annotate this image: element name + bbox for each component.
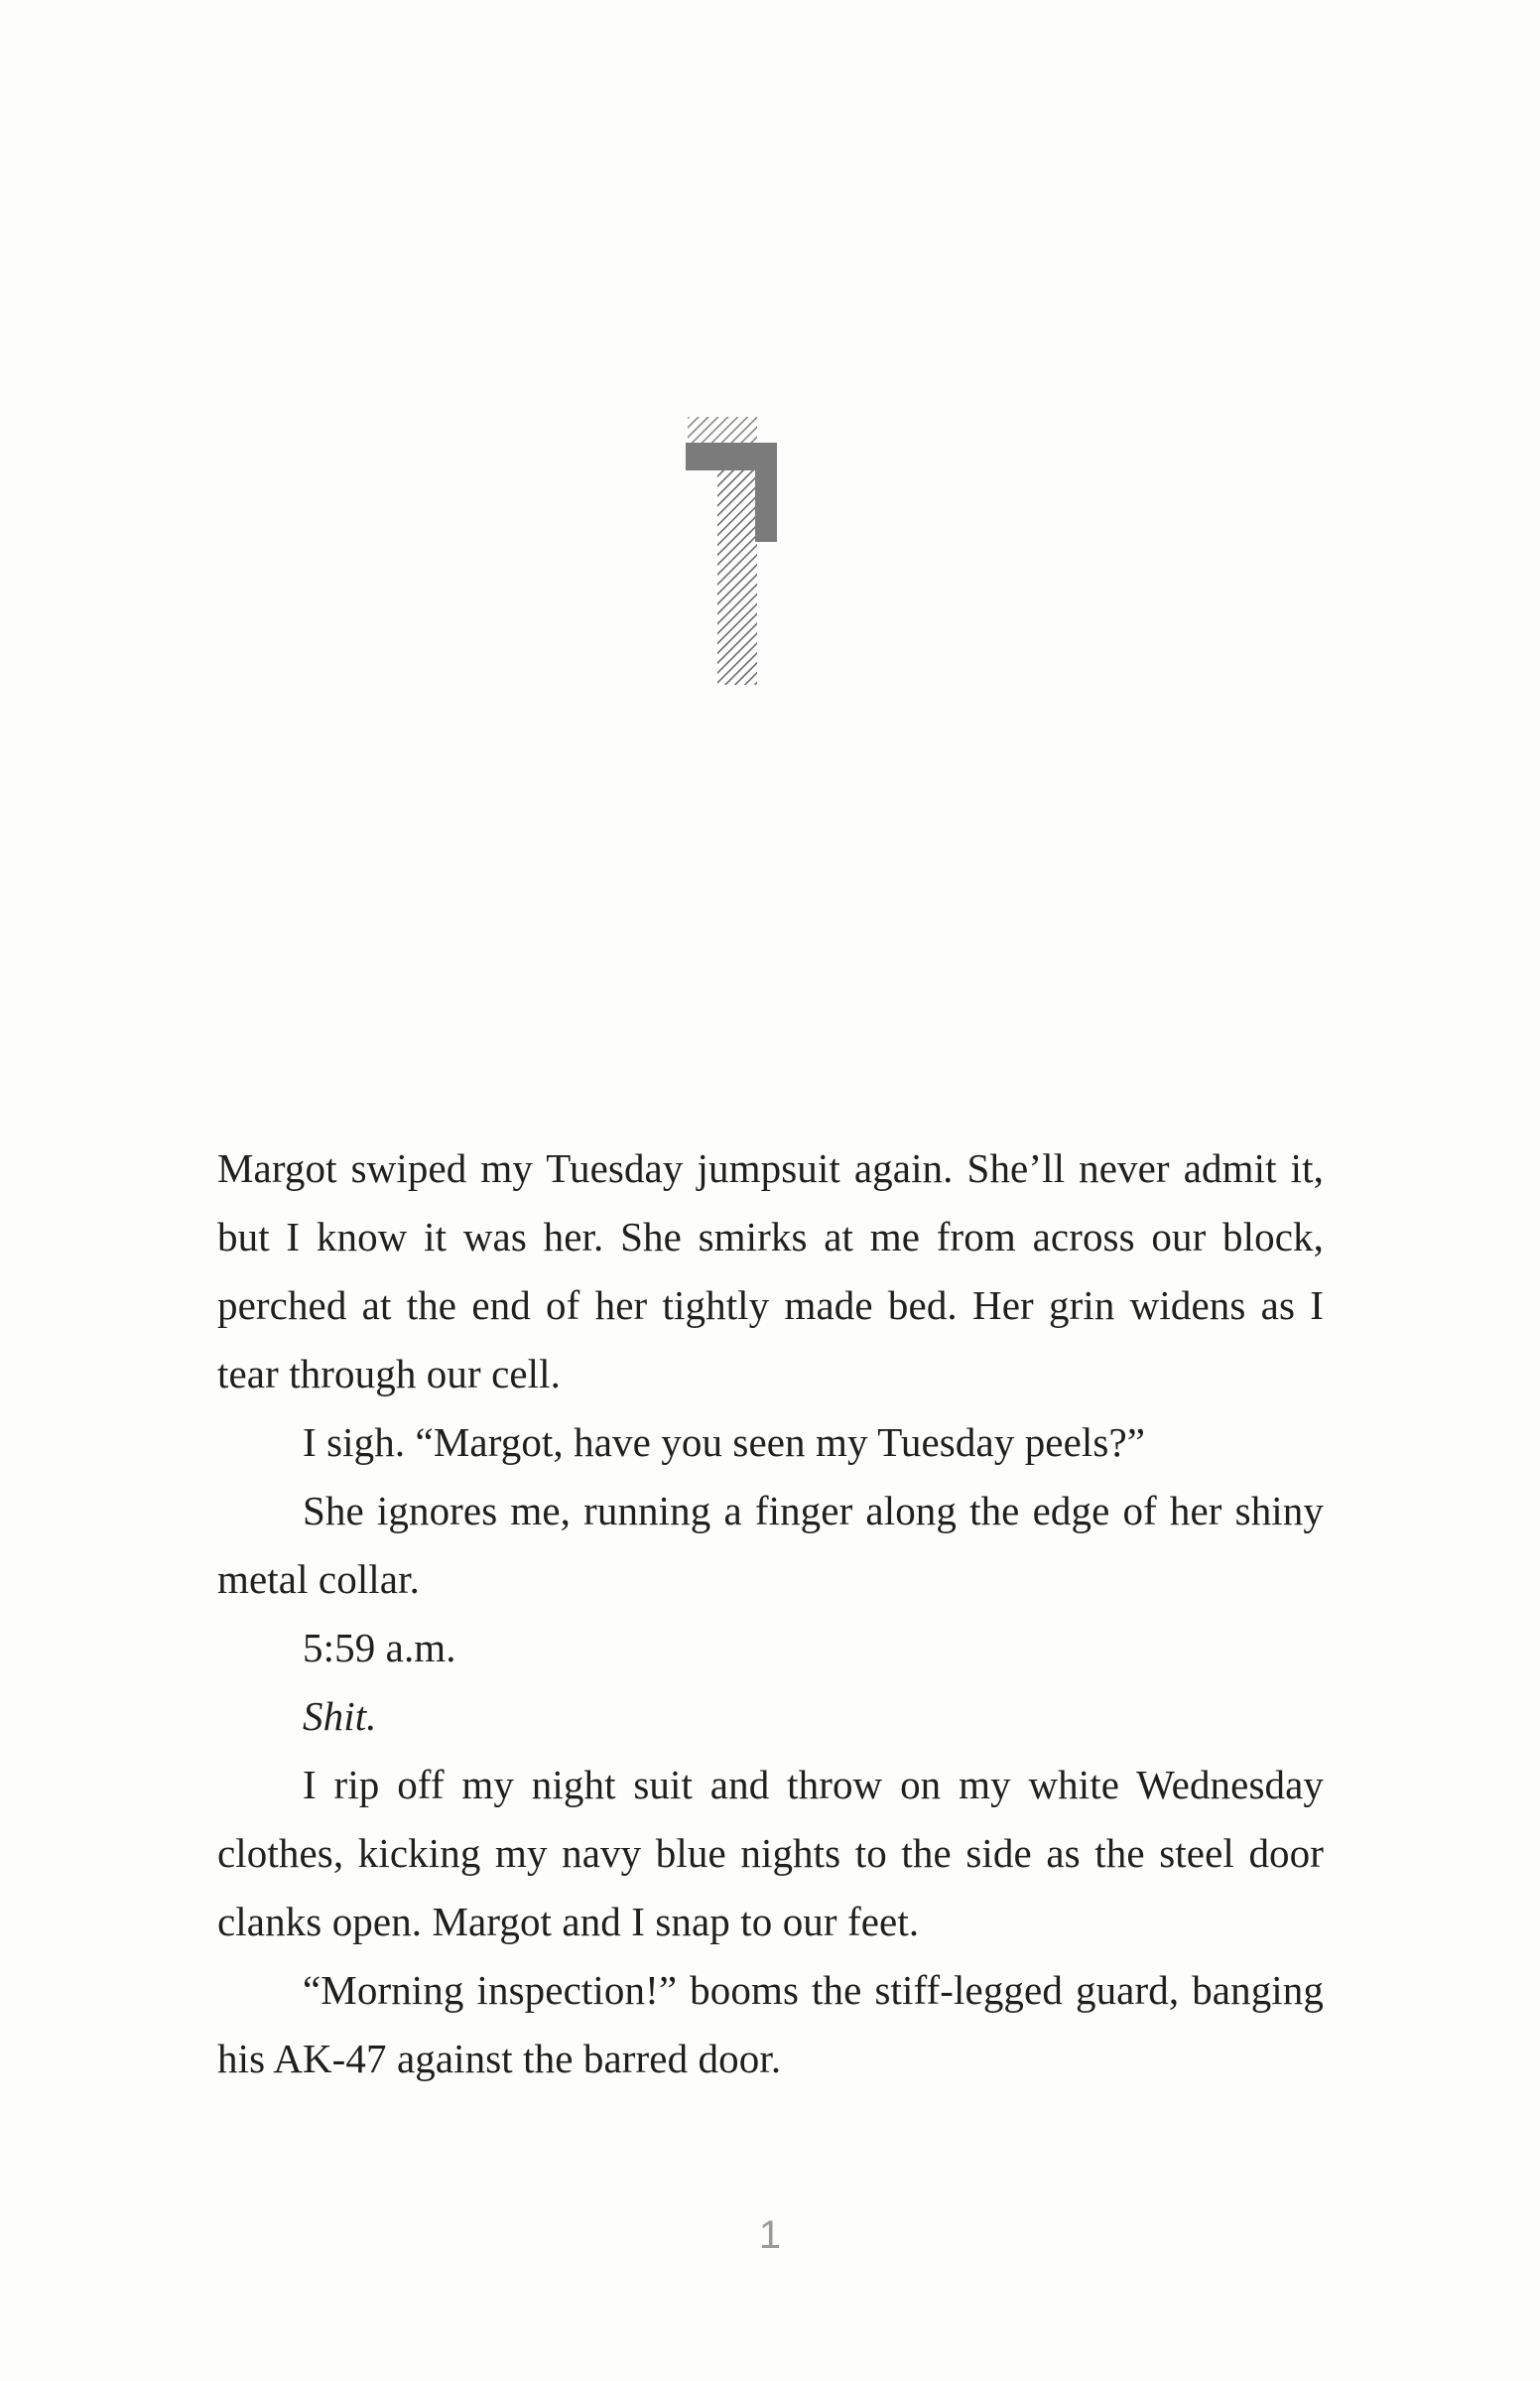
body-text [217, 1134, 1324, 2093]
paragraph-5: Shit. [303, 1693, 377, 1739]
paragraph-4: 5:59 a.m. [303, 1625, 456, 1670]
paragraph-7: “Morning inspection!” booms the stiff-legged guard, banging his AK-47 against the barred door. [217, 1967, 1324, 2081]
chapter-one-numeral-icon [678, 417, 797, 685]
paragraph-3: She ignores me, running a finger along the edge of her shiny metal collar. [217, 1488, 1324, 1602]
page-number: 1 [758, 2213, 782, 2257]
paragraph-1: Margot swiped my Tuesday jumpsuit again. She’ll never admit it, but I know it was her. She smirks at me from across our block, perched at the end of her tightly made bed. Her grin widens as I tear through our cell. [217, 1145, 1324, 1396]
paragraph-2: I sigh. “Margot, have you seen my Tuesday peels?” [303, 1419, 1146, 1465]
paragraph-6: I rip off my night suit and throw on my white Wednesday clothes, kicking my navy blue nights to the side as the steel door clanks open. Margot and I snap to our feet. [217, 1762, 1324, 1944]
